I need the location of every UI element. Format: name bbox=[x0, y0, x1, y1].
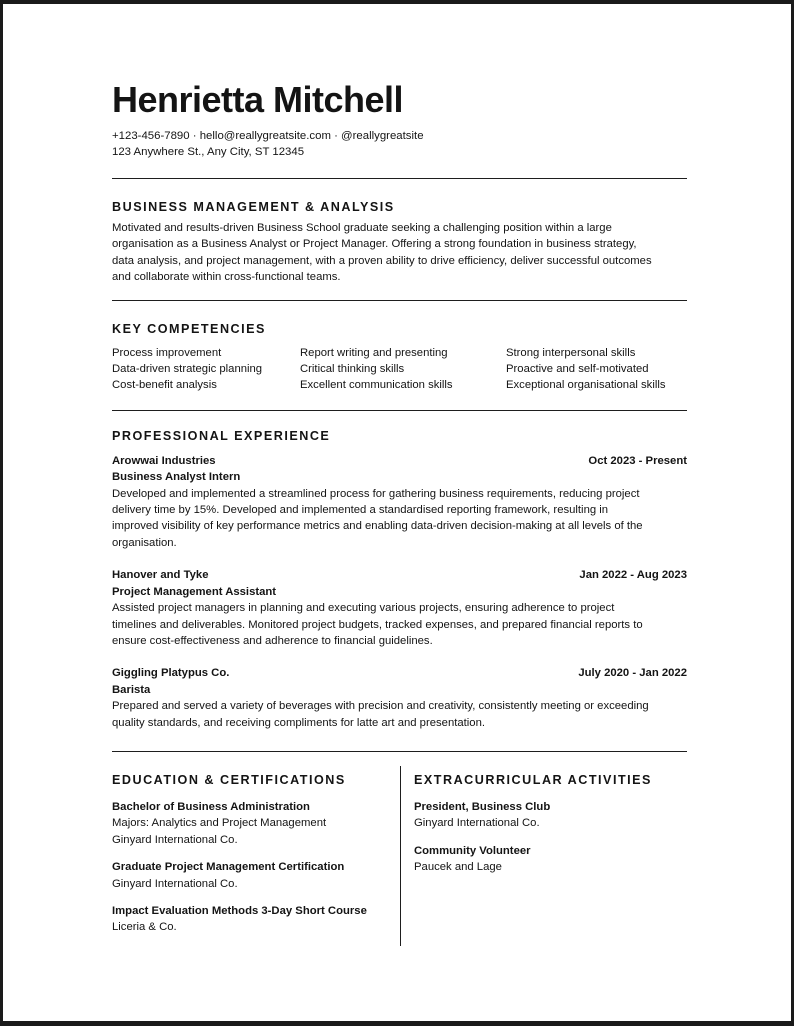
job-header bbox=[112, 567, 687, 583]
candidate-name: Henrietta Mitchell bbox=[112, 79, 404, 120]
education-item bbox=[112, 859, 392, 892]
summary-line: organisation as a Business Analyst or Project Manager. Offering a strong foundation in business strategy, bbox=[112, 238, 637, 251]
job-header bbox=[112, 453, 687, 469]
competency-column bbox=[300, 345, 506, 394]
job-company: Arowwai Industries bbox=[112, 454, 216, 467]
job-line: ensure cost-effectiveness and adherence to financial guidelines. bbox=[112, 634, 433, 647]
competency-item: Critical thinking skills bbox=[300, 363, 405, 376]
competency-item: Proactive and self-motivated bbox=[506, 363, 649, 376]
extracurricular-item-line: Paucek and Lage bbox=[414, 861, 502, 874]
summary-line: Motivated and results-driven Business School graduate seeking a challenging position within a large bbox=[112, 222, 612, 234]
job-line: organisation. bbox=[112, 536, 177, 549]
job-role: Barista bbox=[112, 683, 151, 696]
education-item bbox=[112, 903, 392, 936]
extracurricular-item-line: Ginyard International Co. bbox=[414, 817, 540, 830]
job-dates: Jan 2022 - Aug 2023 bbox=[579, 569, 687, 582]
experience-title: PROFESSIONAL EXPERIENCE bbox=[112, 428, 331, 443]
contact-line: +123-456-7890 · hello@reallygreatsite.com · @reallygreatsite bbox=[112, 130, 424, 142]
job-dates: Oct 2023 - Present bbox=[588, 454, 687, 467]
job-line: Developed and implemented a streamlined process for gathering business requirements, reducing project bbox=[112, 487, 640, 500]
job-line: Assisted project managers in planning and executing various projects, ensuring adherence to project bbox=[112, 602, 615, 615]
extracurricular-item bbox=[414, 843, 687, 876]
resume-content bbox=[112, 74, 687, 942]
education-item-title: Graduate Project Management Certification bbox=[112, 861, 345, 874]
education-item bbox=[112, 799, 392, 848]
competency-item: Cost-benefit analysis bbox=[112, 379, 217, 392]
competency-item: Data-driven strategic planning bbox=[112, 363, 263, 376]
divider bbox=[112, 410, 687, 411]
extracurricular-item-title: Community Volunteer bbox=[414, 844, 531, 857]
job-line: improved visibility of key performance metrics and enabling data-driven decision-making at all levels of the bbox=[112, 520, 643, 533]
education-item-line: Majors: Analytics and Project Management bbox=[112, 817, 327, 830]
column-divider bbox=[400, 766, 401, 946]
divider bbox=[112, 300, 687, 301]
summary-title: BUSINESS MANAGEMENT & ANALYSIS bbox=[112, 200, 395, 214]
competency-item: Process improvement bbox=[112, 346, 222, 359]
education-item-title: Bachelor of Business Administration bbox=[112, 800, 310, 813]
job-role: Business Analyst Intern bbox=[112, 471, 241, 484]
education-column bbox=[112, 752, 392, 936]
education-item-line: Liceria & Co. bbox=[112, 921, 177, 934]
summary-line: and collaborate within cross-functional teams. bbox=[112, 271, 341, 284]
job-line: quality standards, and receiving compliments for latte art and presentation. bbox=[112, 716, 486, 729]
extracurricular-item-title: President, Business Club bbox=[414, 800, 551, 813]
competency-item: Excellent communication skills bbox=[300, 379, 453, 392]
job-role: Project Management Assistant bbox=[112, 585, 277, 598]
competencies-grid bbox=[112, 345, 687, 394]
education-title: EDUCATION & CERTIFICATIONS bbox=[112, 772, 346, 787]
address-line: 123 Anywhere St., Any City, ST 12345 bbox=[112, 146, 305, 158]
divider bbox=[112, 178, 687, 179]
job-company: Hanover and Tyke bbox=[112, 569, 209, 582]
extracurricular-column bbox=[414, 752, 687, 876]
competencies-title: KEY COMPETENCIES bbox=[112, 321, 266, 336]
extracurricular-title: EXTRACURRICULAR ACTIVITIES bbox=[414, 772, 652, 787]
summary-line: data analysis, and project management, with a proven ability to drive efficiency, deliver successful outcomes bbox=[112, 254, 652, 267]
job-entry bbox=[112, 453, 687, 551]
education-item-title: Impact Evaluation Methods 3-Day Short Course bbox=[112, 904, 367, 917]
competency-item: Exceptional organisational skills bbox=[506, 379, 666, 392]
job-entry bbox=[112, 665, 687, 731]
job-line: timelines and deliverables. Monitored project budgets, tracked expenses, and prepared financial reports to bbox=[112, 618, 643, 631]
job-company: Giggling Platypus Co. bbox=[112, 667, 230, 680]
job-line: delivery time by 15%. Developed and implemented a standardised reporting framework, resulting in bbox=[112, 504, 609, 517]
two-column-section bbox=[112, 752, 687, 942]
education-item-line: Ginyard International Co. bbox=[112, 833, 238, 846]
competency-column bbox=[112, 345, 300, 394]
job-header bbox=[112, 665, 687, 681]
competency-item: Strong interpersonal skills bbox=[506, 346, 636, 359]
competency-item: Report writing and presenting bbox=[300, 346, 448, 359]
education-item-line: Ginyard International Co. bbox=[112, 877, 238, 890]
job-entry bbox=[112, 567, 687, 649]
job-line: Prepared and served a variety of beverages with precision and creativity, consistently meeting or exceeding bbox=[112, 700, 649, 713]
summary-text bbox=[112, 220, 687, 286]
extracurricular-item bbox=[414, 799, 687, 832]
job-dates: July 2020 - Jan 2022 bbox=[578, 667, 687, 680]
competency-column bbox=[506, 345, 687, 394]
